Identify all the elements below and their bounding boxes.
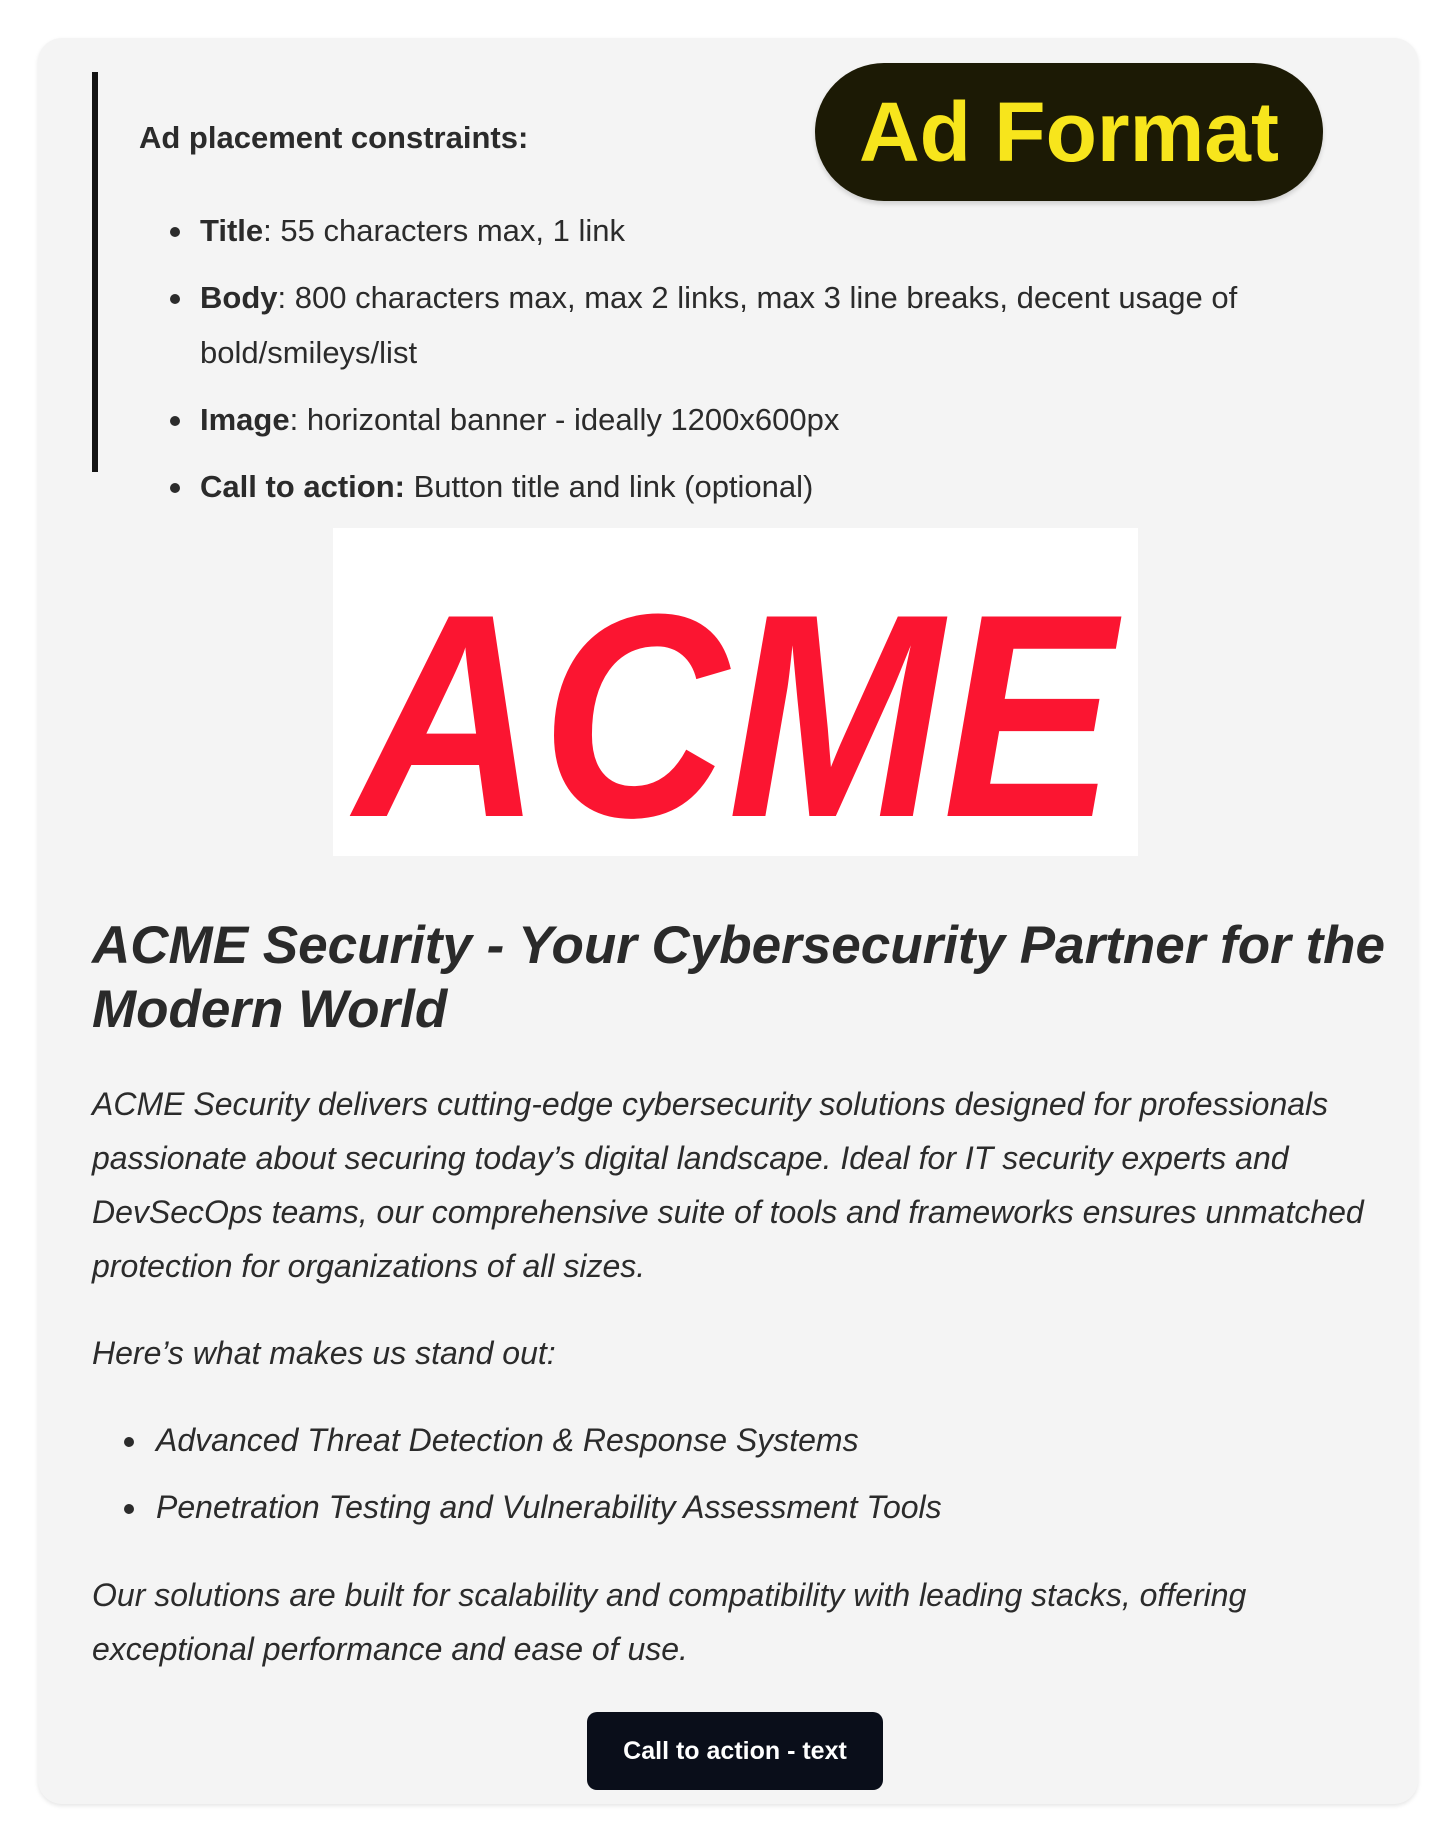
ad-preview-card [38, 38, 1418, 1804]
constraint-separator [405, 469, 414, 504]
constraint-key: Image [200, 402, 290, 437]
constraint-separator: : [289, 402, 307, 437]
call-to-action-button[interactable]: Call to action - text [587, 1712, 883, 1790]
ad-format-badge: Ad Format [815, 63, 1323, 201]
acme-logo [333, 528, 1138, 856]
constraint-value: Button title and link (optional) [413, 469, 814, 504]
constraint-item-image [200, 392, 1360, 447]
constraint-item-call-to-action [200, 459, 1360, 514]
constraint-item-title [200, 203, 1360, 258]
list-item: Penetration Testing and Vulnerability Assessment Tools [156, 1480, 1412, 1535]
constraint-item-body [200, 270, 1360, 380]
ad-closing-paragraph: Our solutions are built for scalability and compatibility with leading stacks, offering exceptional performance and ease of use. [92, 1577, 1247, 1667]
acme-logo-text: ACME [346, 554, 1125, 856]
ad-body [92, 1077, 1412, 1676]
constraint-separator: : [277, 280, 295, 315]
ad-banner-image [333, 528, 1138, 856]
constraint-value: horizontal banner - ideally 1200x600px [306, 402, 840, 437]
constraints-list [200, 203, 1360, 526]
constraint-key: Body [200, 280, 278, 315]
ad-standout-paragraph: Here’s what makes us stand out: [92, 1335, 556, 1371]
constraint-key: Call to action: [200, 469, 405, 504]
list-item: Advanced Threat Detection & Response Systems [156, 1413, 1412, 1468]
constraint-key: Title [200, 213, 264, 248]
ad-title: ACME Security - Your Cybersecurity Partner for the Modern World [92, 916, 1385, 1039]
constraints-heading: Ad placement constraints: [139, 120, 529, 155]
ad-feature-list [92, 1413, 1412, 1535]
constraint-value: 55 characters max, 1 link [280, 213, 625, 248]
constraint-separator: : [263, 213, 281, 248]
constraint-value: 800 characters max, max 2 links, max 3 line breaks, decent usage of bold/smileys/list [200, 280, 1238, 370]
ad-intro-paragraph: ACME Security delivers cutting-edge cybersecurity solutions designed for professionals passionate about securing today’s digital landscape. Ideal for IT security experts and DevSecOps teams, our comprehensive suite of tools and frameworks ensures unmatched protection for organizations of all sizes. [92, 1086, 1364, 1284]
